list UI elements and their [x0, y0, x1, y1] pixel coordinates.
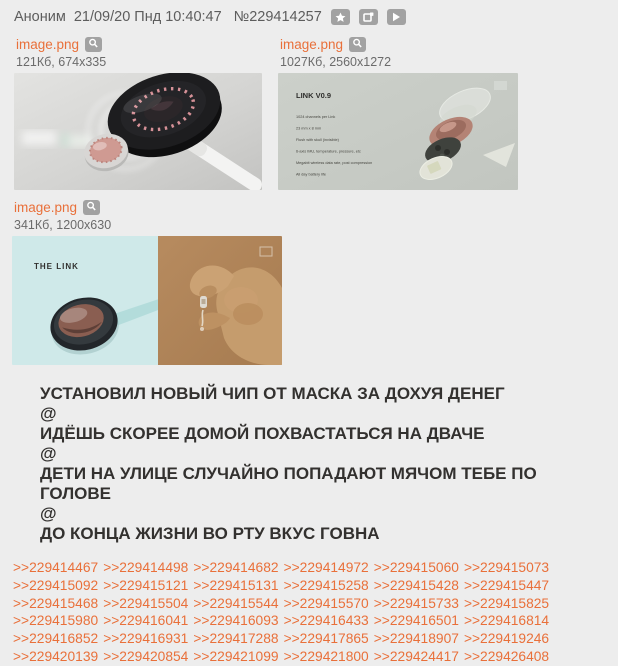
file-search-button[interactable] — [83, 200, 100, 215]
body-line: ДО КОНЦА ЖИЗНИ ВО РТУ ВКУС ГОВНА — [40, 524, 380, 543]
magnifier-icon — [352, 37, 363, 52]
file-info: 121Кб, 674x335 — [16, 55, 107, 69]
attachment-thumbnail-spec-slide[interactable] — [278, 73, 518, 190]
post-body — [40, 384, 596, 544]
body-line: ИДЁШЬ СКОРЕЕ ДОМОЙ ПОХВАСТАТЬСЯ НА ДВАЧЕ — [40, 424, 485, 443]
reply-link[interactable]: >>229421800 — [283, 648, 369, 664]
expand-images-button[interactable] — [359, 9, 378, 25]
slide-title: LINK V0.9 — [296, 91, 332, 100]
magnifier-icon — [86, 200, 97, 215]
reply-link[interactable]: >>229415570 — [283, 595, 369, 611]
favorite-button[interactable] — [331, 9, 350, 25]
file-link[interactable]: image.png — [16, 36, 80, 52]
file-link[interactable]: image.png — [14, 199, 78, 215]
reply-link[interactable]: >>229416041 — [103, 613, 189, 629]
reply-link[interactable]: >>229416501 — [373, 613, 459, 629]
magnifier-icon — [88, 37, 99, 52]
reply-link[interactable]: >>229415258 — [283, 577, 369, 593]
reply-link[interactable]: >>229415447 — [463, 577, 550, 593]
promo-caption: THE LINK — [34, 262, 79, 271]
reply-link[interactable]: >>229417865 — [283, 631, 369, 647]
file-link[interactable]: image.png — [280, 36, 344, 52]
reply-link[interactable]: >>229418907 — [373, 631, 459, 647]
reply-link[interactable]: >>229417288 — [193, 631, 279, 647]
body-line: @ — [40, 404, 57, 423]
file-search-button[interactable] — [349, 37, 366, 52]
reply-link[interactable]: >>229420139 — [13, 648, 99, 664]
reply-links — [13, 559, 606, 666]
body-line: @ — [40, 444, 57, 463]
reply-link[interactable]: >>229415121 — [103, 577, 189, 593]
post-number-link[interactable]: №229414257 — [233, 9, 322, 25]
reply-link[interactable]: >>229414682 — [193, 560, 279, 575]
body-line: @ — [40, 504, 57, 523]
reply-link[interactable]: >>229415073 — [463, 560, 550, 575]
reply-link[interactable]: >>229415428 — [373, 577, 459, 593]
attachments-row — [14, 35, 606, 190]
reply-row — [13, 577, 606, 595]
reply-link[interactable]: >>229416814 — [463, 613, 550, 629]
reply-row — [13, 648, 606, 666]
file-info: 341Кб, 1200x630 — [14, 218, 112, 232]
file-info: 1027Кб, 2560x1272 — [280, 55, 392, 69]
reply-row — [13, 559, 606, 577]
file-search-button[interactable] — [85, 37, 102, 52]
attachment-2 — [278, 35, 518, 190]
body-line: УСТАНОВИЛ НОВЫЙ ЧИП ОТ МАСКА ЗА ДОХУЯ ДЕНЕГ — [40, 384, 505, 403]
reply-row — [13, 630, 606, 648]
reply-link[interactable]: >>229416852 — [13, 631, 99, 647]
reply-link[interactable]: >>229415825 — [463, 595, 550, 611]
post-datetime: 21/09/20 Пнд 10:40:47 — [73, 9, 222, 25]
reply-link[interactable]: >>229416433 — [283, 613, 369, 629]
slide-line: Megabit wireless data rate, post compression — [296, 161, 373, 165]
body-line: ДЕТИ НА УЛИЦЕ СЛУЧАЙНО ПОПАДАЮТ МЯЧОМ ТЕБЕ ПО ГОЛОВЕ — [40, 464, 537, 503]
reply-link[interactable]: >>229414467 — [13, 560, 99, 575]
play-icon — [391, 12, 401, 22]
slide-line: Flush with skull (invisible) — [296, 138, 339, 142]
star-icon — [335, 12, 346, 23]
slide-line: All day battery life — [296, 172, 326, 177]
reply-link[interactable]: >>229419246 — [463, 631, 550, 647]
reply-link[interactable]: >>229420854 — [103, 648, 189, 664]
goto-thread-button[interactable] — [387, 9, 406, 25]
reply-row — [13, 612, 606, 630]
reply-link[interactable]: >>229424417 — [373, 648, 459, 664]
reply-link[interactable]: >>229421099 — [193, 648, 279, 664]
reply-link[interactable]: >>229415733 — [373, 595, 459, 611]
reply-link[interactable]: >>229415092 — [13, 577, 99, 593]
reply-row — [13, 595, 606, 613]
reply-link[interactable]: >>229415131 — [193, 577, 279, 593]
post-header — [14, 8, 606, 26]
post-author: Аноним — [14, 9, 66, 25]
reply-link[interactable]: >>229415504 — [103, 595, 189, 611]
reply-link[interactable]: >>229415060 — [373, 560, 459, 575]
image-toggle-icon — [363, 12, 374, 22]
attachment-thumbnail-link-promo[interactable] — [12, 236, 282, 365]
slide-line: 6-axis IMU, temperature, pressure, etc — [296, 149, 361, 154]
reply-link[interactable]: >>229415468 — [13, 595, 99, 611]
reply-link[interactable]: >>229414498 — [103, 560, 189, 575]
slide-line: 23 mm x 8 mm — [296, 126, 322, 131]
reply-link[interactable]: >>229416093 — [193, 613, 279, 629]
attachment-thumbnail-neuralink-device[interactable] — [14, 73, 262, 190]
reply-link[interactable]: >>229416931 — [103, 631, 189, 647]
reply-link[interactable]: >>229414972 — [283, 560, 369, 575]
attachment-3 — [12, 198, 606, 365]
reply-link[interactable]: >>229415980 — [13, 613, 99, 629]
attachment-1 — [14, 35, 262, 190]
slide-line: 1024 channels per Link — [296, 115, 336, 119]
reply-link[interactable]: >>229415544 — [193, 595, 279, 611]
reply-link[interactable]: >>229426408 — [463, 648, 550, 664]
